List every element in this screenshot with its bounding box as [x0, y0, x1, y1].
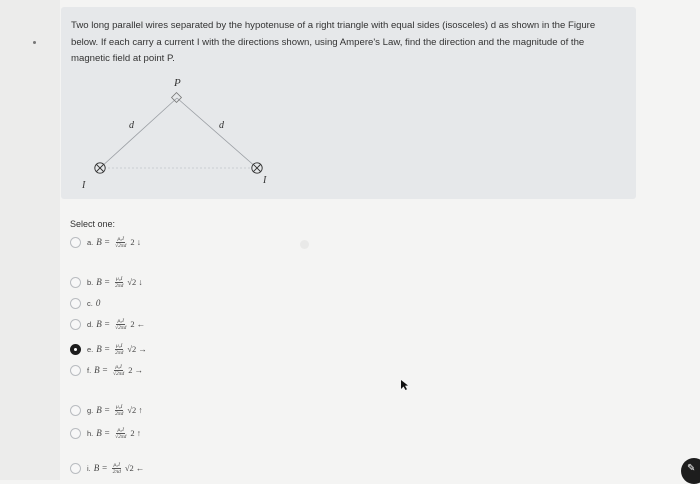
fraction-denominator: 2πd — [115, 282, 124, 289]
answer-option-i[interactable] — [70, 459, 144, 477]
option-formula — [96, 298, 103, 308]
point-p-label: P — [174, 77, 181, 89]
radio-button[interactable] — [70, 463, 81, 474]
option-formula — [96, 427, 141, 440]
fraction-denominator: 2πd — [112, 468, 121, 475]
option-formula — [96, 276, 142, 289]
formula-tail: √2 ↑ — [127, 405, 143, 415]
option-formula — [96, 343, 147, 356]
formula-lhs: B = — [96, 344, 111, 354]
arrow-cursor-icon — [400, 379, 409, 391]
fraction-denominator: 2πd — [115, 410, 124, 417]
radio-button[interactable] — [70, 319, 81, 330]
answer-option-d[interactable] — [70, 315, 145, 333]
formula-tail: 2 ↓ — [130, 237, 141, 247]
radio-button[interactable] — [70, 298, 81, 309]
answer-option-b[interactable] — [70, 273, 143, 291]
formula-fraction — [114, 318, 127, 331]
fraction-numerator: μ₀I — [115, 275, 123, 282]
right-current-label: I — [263, 175, 267, 186]
formula-fraction — [114, 427, 127, 440]
radio-button[interactable] — [70, 277, 81, 288]
formula-fraction — [114, 343, 124, 356]
formula-fraction — [114, 236, 127, 249]
radio-button[interactable] — [70, 428, 81, 439]
pen-icon: ✎ — [687, 463, 696, 474]
fraction-denominator: √2πd — [113, 370, 125, 377]
formula-lhs: 0 — [95, 298, 101, 308]
left-current-label: I — [82, 180, 86, 191]
answer-option-g[interactable] — [70, 401, 143, 419]
answer-option-c[interactable] — [70, 294, 102, 312]
formula-tail: √2 → — [127, 344, 147, 354]
option-formula — [94, 364, 143, 377]
side-right-label: d — [219, 120, 224, 131]
radio-button[interactable] — [70, 237, 81, 248]
option-letter: c. — [87, 298, 93, 308]
answer-option-a[interactable] — [70, 233, 141, 251]
answer-option-f[interactable] — [70, 361, 143, 379]
formula-tail: 2 → — [128, 365, 144, 375]
formula-tail: √2 ↓ — [127, 277, 143, 287]
formula-lhs: B = — [96, 405, 111, 415]
answer-option-e[interactable] — [70, 340, 147, 358]
option-formula — [96, 318, 145, 331]
pen-button[interactable] — [681, 458, 700, 484]
formula-lhs: B = — [94, 365, 108, 375]
option-letter: b. — [87, 277, 94, 287]
radio-button[interactable] — [70, 344, 81, 355]
option-letter: d. — [87, 319, 94, 329]
bullet-dot — [33, 41, 36, 44]
option-letter: f. — [87, 365, 92, 375]
question-line-3: magnetic field at point P. — [71, 53, 175, 64]
fraction-numerator: μ₀I — [115, 363, 122, 370]
left-gutter — [0, 0, 60, 480]
question-line-2: below. If each carry a current I with the directions shown, using Ampere's Law, find the direction and the magnitude of the — [71, 36, 585, 48]
fraction-denominator: √2πd — [115, 433, 127, 440]
option-letter: i. — [87, 463, 91, 473]
question-card — [61, 7, 636, 199]
fraction-numerator: μ₀I — [117, 235, 124, 242]
right-side-line — [177, 98, 257, 168]
formula-fraction — [112, 462, 122, 475]
radio-button[interactable] — [70, 365, 81, 376]
formula-lhs: B = — [96, 277, 111, 287]
option-letter: h. — [87, 428, 94, 438]
formula-tail: 2 ← — [130, 319, 146, 329]
left-side-line — [100, 98, 177, 168]
fraction-denominator: 2πd — [115, 349, 124, 356]
formula-fraction — [114, 276, 124, 289]
fraction-numerator: μ₀I — [117, 317, 124, 324]
option-letter: g. — [87, 405, 94, 415]
triangle-figure — [61, 7, 636, 199]
formula-lhs: B = — [96, 428, 111, 438]
option-formula — [96, 236, 141, 249]
answer-option-h[interactable] — [70, 424, 141, 442]
formula-lhs: B = — [96, 237, 111, 247]
fraction-numerator: μ₀I — [115, 342, 123, 349]
option-formula — [96, 404, 142, 417]
fraction-numerator: μ₀I — [117, 426, 124, 433]
option-letter: a. — [87, 237, 94, 247]
question-line-1: Two long parallel wires separated by the hypotenuse of a right triangle with equal sides (isosceles) d as shown in the Figure — [71, 20, 596, 31]
radio-button[interactable] — [70, 405, 81, 416]
option-formula — [94, 462, 145, 475]
formula-lhs: B = — [96, 319, 111, 329]
fraction-denominator: √2πd — [115, 242, 127, 249]
fraction-denominator: √2πd — [115, 324, 127, 331]
formula-tail: √2 ← — [124, 463, 145, 473]
fraction-numerator: μ₀I — [113, 461, 120, 468]
option-letter: e. — [87, 344, 94, 354]
side-left-label: d — [129, 120, 134, 131]
formula-fraction — [114, 404, 124, 417]
select-one-label: Select one: — [70, 219, 116, 229]
formula-lhs: B = — [93, 463, 108, 473]
formula-fraction — [112, 364, 125, 377]
formula-tail: 2 ↑ — [130, 428, 141, 438]
faint-circle — [300, 240, 309, 249]
fraction-numerator: μ₀I — [115, 403, 123, 410]
